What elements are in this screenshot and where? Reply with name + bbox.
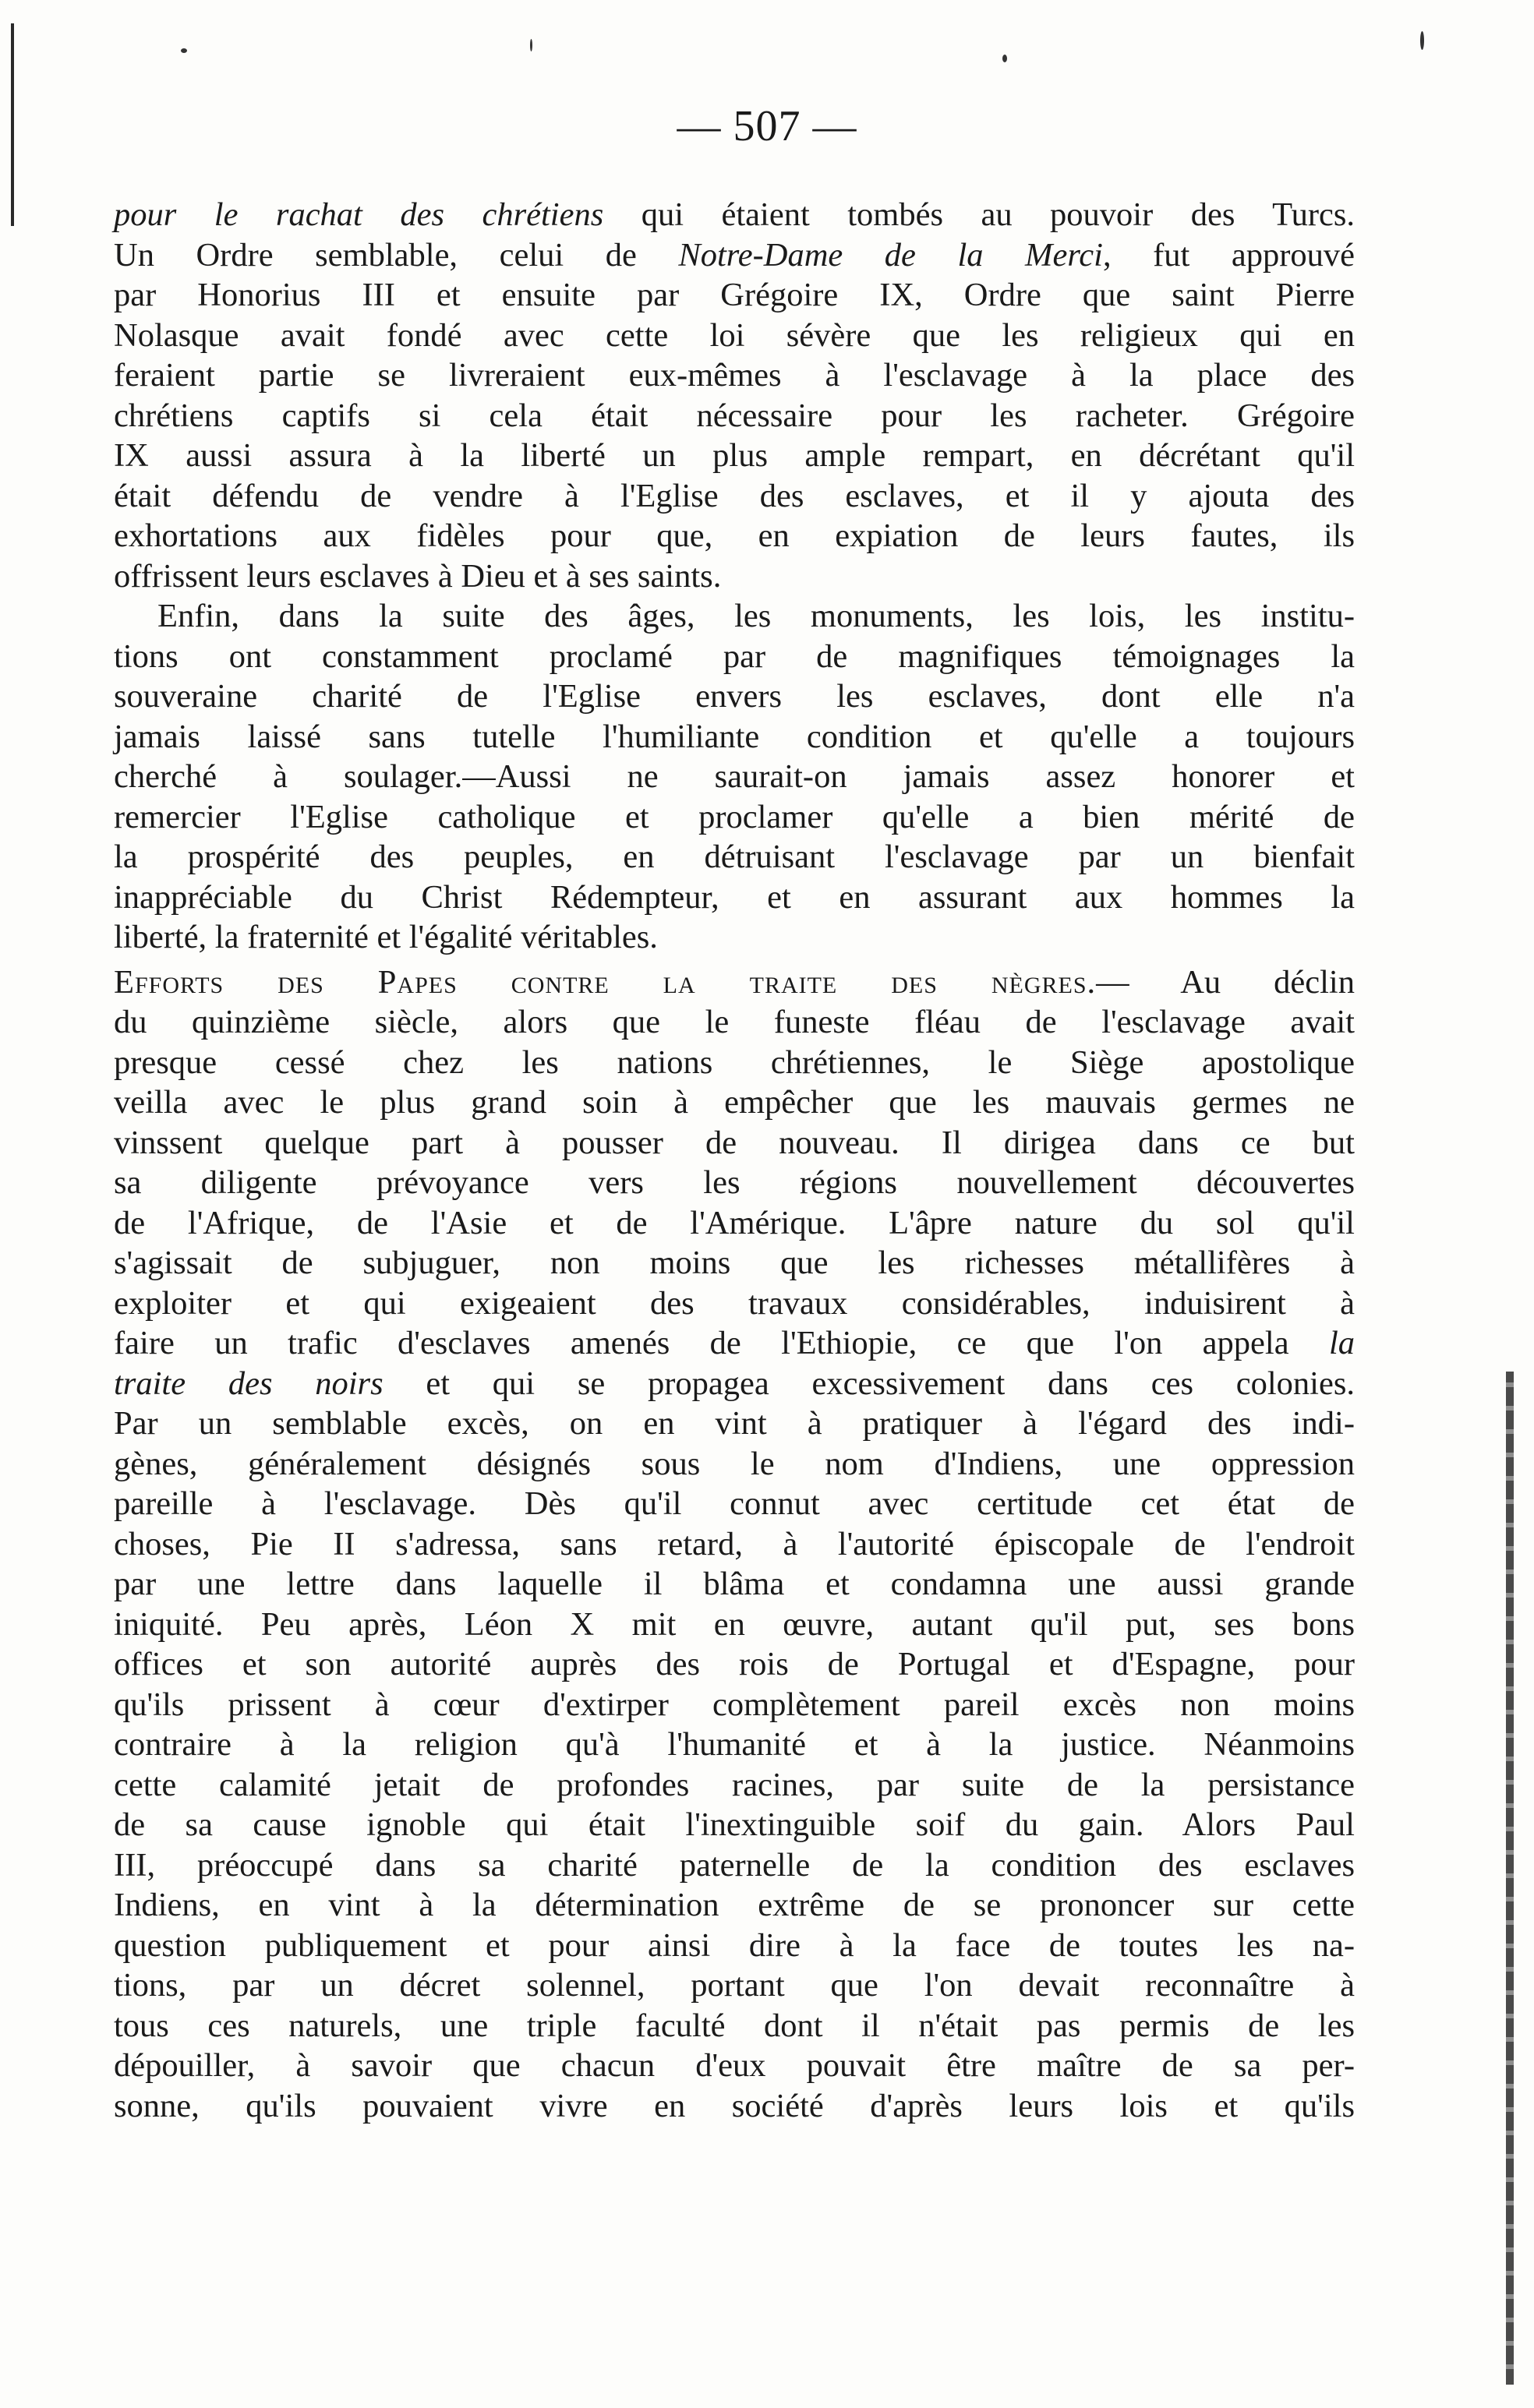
text-line: Un Ordre semblable, celui de Notre-Dame de la Merci, fut approuvé [114, 236, 1356, 274]
text-line: faire un trafic d'esclaves amenés de l'Ethiopie, ce que l'on appela la [114, 1325, 1355, 1361]
text-line: tions, par un décret solennel, portant que l'on devait reconnaître à [114, 1967, 1355, 2004]
text-line: de l'Afrique, de l'Asie et de l'Amérique. L'âpre nature du sol qu'il [114, 1204, 1355, 1241]
text-line: choses, Pie II s'adressa, sans retard, à l'autorité épiscopale de l'endroit [114, 1525, 1355, 1562]
text-line: sa diligente prévoyance vers les régions nouvellement découvertes [114, 1164, 1355, 1201]
text-line: iniquité. Peu après, Léon X mit en œuvre, autant qu'il put, ses bons [114, 1605, 1355, 1643]
section-heading: Efforts des Papes contre la traite des nègres. [114, 963, 1097, 1001]
text-line: chrétiens captifs si cela était nécessaire pour les racheter. Grégoire [114, 397, 1355, 434]
text-line: question publiquement et pour ainsi dire à la face de toutes les na- [114, 1926, 1355, 1964]
text-line: souveraine charité de l'Eglise envers les esclaves, dont elle n'a [114, 678, 1355, 715]
text-line: IX aussi assura à la liberté un plus ample rempart, en décrétant qu'il [114, 437, 1355, 474]
page-edge-shadow-right [1506, 1372, 1514, 2385]
print-speck [1002, 55, 1007, 62]
body-text [114, 195, 1355, 2126]
text-line: Nolasque avait fondé avec cette loi sévère que les religieux qui en [114, 316, 1355, 354]
italic-name: Notre-Dame de la Merci [678, 236, 1103, 274]
text-line: contraire à la religion qu'à l'humanité et à la justice. Néanmoins [114, 1726, 1355, 1763]
italic-phrase: la [1328, 1325, 1355, 1361]
text-line: sonne, qu'ils pouvaient vivre en société d'après leurs lois et qu'ils [114, 2087, 1355, 2124]
print-speck [530, 39, 532, 51]
text-line: tions ont constamment proclamé par de magnifiques témoignages la [114, 637, 1355, 675]
text-line: du quinzième siècle, alors que le funeste fléau de l'esclavage avait [114, 1004, 1355, 1040]
text-line: offrissent leurs esclaves à Dieu et à ses saints. [114, 557, 722, 595]
text-line: veilla avec le plus grand soin à empêcher que les mauvais germes ne [114, 1084, 1355, 1121]
page-number: — 507 — [677, 102, 857, 150]
text-line: traite des noirs et qui se propagea excessivement dans ces colonies. [114, 1365, 1355, 1402]
text-line: par une lettre dans laquelle il blâma et condamna une aussi grande [114, 1566, 1355, 1602]
text-line: la prospérité des peuples, en détruisant l'esclavage par un bienfait [114, 839, 1355, 875]
text-line: Par un semblable excès, on en vint à pratiquer à l'égard des indi- [114, 1405, 1355, 1442]
text-line: feraient partie se livreraient eux-mêmes à l'esclavage à la place des [114, 357, 1355, 394]
print-speck [1420, 31, 1424, 50]
text-line: vinssent quelque part à pousser de nouveau. Il dirigea dans ce but [114, 1124, 1355, 1161]
text-line: cherché à soulager.—Aussi ne saurait-on jamais assez honorer et [114, 758, 1355, 795]
text-line: remercier l'Eglise catholique et proclamer qu'elle a bien mérité de [114, 798, 1355, 835]
paragraph [114, 596, 1355, 958]
text-line: presque cessé chez les nations chrétiennes, le Siège apostolique [114, 1043, 1355, 1081]
text-line: exploiter et qui exigeaient des travaux considérables, induisirent à [114, 1284, 1355, 1322]
text-line: était défendu de vendre à l'Eglise des esclaves, et il y ajouta des [114, 477, 1355, 514]
text-line: tous ces naturels, une triple faculté dont il n'était pas permis de les [114, 2007, 1355, 2044]
text-line: dépouiller, à savoir que chacun d'eux pouvait être maître de sa per- [114, 2047, 1355, 2084]
text-line: pour le rachat des chrétiens qui étaient tombés au pouvoir des Turcs. [114, 196, 1355, 233]
text-line: inappréciable du Christ Rédempteur, et en assurant aux hommes la [114, 878, 1355, 916]
text-line: gènes, généralement désignés sous le nom d'Indiens, une oppression [114, 1445, 1355, 1482]
text-line: qu'ils prissent à cœur d'extirper complètement pareil excès non moins [114, 1686, 1355, 1723]
paragraph-section [114, 962, 1355, 2127]
text-line: Indiens, en vint à la détermination extrême de se prononcer sur cette [114, 1887, 1355, 1923]
text-line: de sa cause ignoble qui était l'inextinguible soif du gain. Alors Paul [114, 1806, 1355, 1843]
text-line: jamais laissé sans tutelle l'humiliante condition et qu'elle a toujours [114, 718, 1355, 755]
text-line-italic-start: pour le rachat des chrétiens [114, 196, 604, 233]
section-heading-rest: — Au déclin [1096, 963, 1355, 1001]
text-line: exhortations aux fidèles pour que, en expiation de leurs fautes, ils [114, 517, 1355, 554]
text-line: liberté, la fraternité et l'égalité véritables. [114, 919, 658, 955]
text-line: par Honorius III et ensuite par Grégoire IX, Ordre que saint Pierre [114, 277, 1355, 313]
text-line: offices et son autorité auprès des rois de Portugal et d'Espagne, pour [114, 1646, 1355, 1682]
text-line: Enfin, dans la suite des âges, les monuments, les lois, les institu- [157, 598, 1355, 634]
text-line: s'agissait de subjuguer, non moins que les richesses métallifères à [114, 1245, 1355, 1281]
paragraph-continuation [114, 195, 1355, 596]
print-speck [181, 48, 187, 53]
text-line: pareille à l'esclavage. Dès qu'il connut avec certitude cet état de [114, 1485, 1355, 1522]
text-line: III, préoccupé dans sa charité paternelle de la condition des esclaves [114, 1846, 1355, 1884]
italic-phrase: traite des noirs [114, 1365, 384, 1402]
text-line: cette calamité jetait de profondes racines, par suite de la persistance [114, 1766, 1355, 1803]
text-line [114, 962, 1355, 1003]
